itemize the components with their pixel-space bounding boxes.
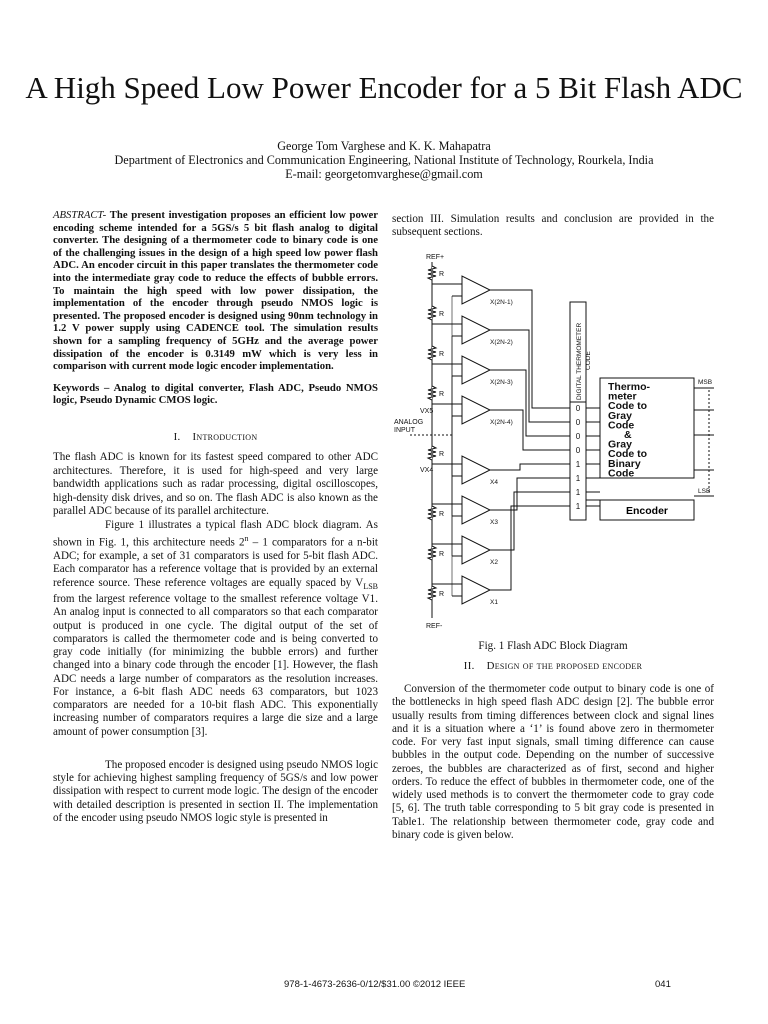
right-column-top — [392, 213, 714, 240]
intro-paragraph-3: The proposed encoder is designed using pseudo NMOS logic style for achieving highest sampling frequency of 5GS/s and low power dissipation with respect to current mode logic. The design of the encoder with detailed description is presented in section II. The implementation of the encoder using pseudo NMOS logic style is presented in — [53, 758, 378, 824]
page-number: 041 — [655, 979, 671, 990]
intro-paragraph-2 — [53, 519, 378, 739]
resistor-label: R — [439, 591, 445, 598]
converter-block-line: Gray — [608, 409, 632, 422]
abstract-text: The present investigation proposes an efficient low power encoding scheme intended for a 5GS/s 5 bit flash analog to digital converter. The designing of a thermometer code to binary code is one of the challenging issues in the design of a high speed low power flash ADC. An encoder circuit in this paper translates the thermometer code into the intermediate gray code to reduce the effects of bubble errors. To maintain the high speed with low power dissipation, the implementation of the encoder through pseudo NMOS logic is presented. The proposed encoder is designed using 90nm technology in 1.2 V power supply using CADENCE tool. The simulation results shown for a sampling frequency of 5GHz and the average power dissipation of the encoder is 0.3149 mW which is very less in comparison with current mode logic encoder implementation. — [53, 209, 378, 373]
figure-caption: Fig. 1 Flash ADC Block Diagram — [478, 640, 628, 652]
comparator — [462, 316, 490, 344]
resistor — [428, 546, 436, 560]
resistor-label: R — [439, 451, 445, 458]
comparator-label: X(2N-3) — [490, 379, 513, 386]
comparator-label: X2 — [490, 559, 498, 566]
converter-block-line: Code to — [608, 400, 648, 413]
converter-block-line: Thermo- — [608, 381, 650, 393]
resistor — [428, 586, 436, 600]
keywords: Keywords – Analog to digital converter, Flash ADC, Pseudo NMOS logic, Pseudo Dynamic CMOS logic. — [53, 381, 378, 407]
analog-input-label-1: ANALOG — [394, 419, 424, 426]
comparator-label: X(2N-2) — [490, 339, 513, 346]
converter-block-line: & — [624, 429, 632, 441]
comparator-group — [432, 276, 570, 606]
code-bit: 1 — [575, 502, 581, 511]
resistor — [428, 506, 436, 520]
comparator-label: X3 — [490, 519, 498, 526]
resistor — [428, 306, 436, 320]
analog-input-label-2: INPUT — [394, 427, 415, 434]
resistor-label: R — [439, 551, 445, 558]
copyright-line: 978-1-4673-2636-0/12/$31.00 ©2012 IEEE — [284, 979, 466, 990]
resistor-label: R — [439, 511, 445, 518]
section-2-paragraph-1: Conversion of the thermometer code output to binary code is one of the bottlenecks in high speed flash ADC design [2]. The bubble error usually results from timing differences between clock and signal lines and it is a situation where a ‘1’ is found above zero in thermometer code. For very fast input signals, small timing difference can cause bubbles in the output code. Depending on the number of successive zeroes, the bubbles are characterized as of first, second and higher orders. To reduce the effect of bubbles in thermometer code, one of the widely used methods is to convert the thermometer code to gray code [5, 6]. The truth table corresponding to 5 bit gray code is presented in Table1. The relationship between thermometer code, gray code and binary code is given below. — [392, 683, 714, 841]
converter-block-line: Gray — [608, 438, 632, 451]
section-2-body — [392, 683, 714, 842]
comparator — [462, 276, 490, 304]
resistor — [428, 446, 436, 460]
resistor-group — [428, 266, 444, 600]
resistor-label: R — [439, 351, 445, 358]
code-bit: 1 — [575, 460, 581, 469]
thermometer-label-2: CODE — [585, 351, 592, 370]
encoder-label: Encoder — [625, 505, 669, 517]
comparator-output-wire — [490, 506, 570, 590]
resistor — [428, 266, 436, 280]
comparator — [462, 496, 490, 524]
comparator — [462, 356, 490, 384]
authors: George Tom Varghese and K. K. Mahapatra — [277, 139, 491, 153]
intro-p2-part-c: from the largest reference voltage to the smallest reference voltage V1. An analog input is connected to all comparators so that each comparator output is produced in one cycle. The digital output of the set of comparators is called the thermometer code and is being converted to gray code initially (for minimizing the bubble errors) and further changed into a binary code through the encoder [1]. However, the flash ADC needs a large number of comparators as the resolution increases. For instance, a 6-bit flash ADC needs 63 comparators, but 1023 comparators are needed for a 10-bit flash ADC. This exponentially increasing number of comparators requires a large die size and a large amount of power consumption [3]. — [53, 593, 378, 738]
intro-p2-part-b: – 1 comparators for a n-bit ADC; for example, a set of 31 comparators is used for 5-bit flash ADC. Each comparator has a reference voltage that is provided by an external reference source. These reference voltages are equally spaced by V — [53, 536, 378, 589]
section-2-heading — [392, 659, 714, 673]
comparator — [462, 456, 490, 484]
affiliation: Department of Electronics and Communication Engineering, National Institute of Technology, Rourkela, India — [114, 153, 654, 167]
converter-block-line: Code to — [608, 448, 648, 461]
comparator-output-wire — [490, 410, 570, 450]
section-2-number: II. — [463, 660, 475, 672]
lsb-label: LSB — [698, 488, 711, 495]
intro-p2-superscript: n — [244, 534, 249, 544]
resistor-label: R — [439, 271, 445, 278]
converter-block-line: meter — [608, 390, 637, 403]
intro-paragraph-1: The flash ADC is known for its fastest speed compared to other ADC architectures. Therefore, it is used for high-speed and very large bandwidth applications such as radar processing, digital oscilloscopes, high-density disk drives, and so on. The flash ADC is also known as the parallel ADC because of its parallel architecture. — [53, 450, 378, 518]
vx5-label: VX5 — [420, 408, 434, 415]
converter-block-line: Code — [608, 419, 635, 432]
comparator-output-wire — [490, 478, 570, 510]
comparator-output-wire — [490, 492, 570, 550]
code-bit: 0 — [575, 418, 581, 427]
ref-plus-label: REF+ — [426, 254, 445, 261]
comparator-label: X1 — [490, 599, 498, 606]
section-1-title: Introduction — [192, 430, 258, 443]
code-bits — [576, 404, 600, 511]
comparator — [462, 536, 490, 564]
converter-block-line: Binary — [608, 457, 641, 470]
left-column — [53, 209, 378, 825]
intro-p2-subscript: LSB — [363, 581, 378, 591]
abstract-lead: ABSTRACT- — [53, 209, 107, 221]
comparator — [462, 396, 490, 424]
code-bit: 1 — [575, 488, 581, 497]
resistor-label: R — [439, 391, 445, 398]
continuation-text: section III. Simulation results and conclusion are provided in the subsequent sections. — [392, 213, 714, 239]
resistor-label: R — [439, 311, 445, 318]
abstract — [53, 209, 378, 373]
converter-block-text — [608, 381, 651, 479]
comparator-label: X(2N-1) — [490, 299, 513, 306]
section-1-heading — [53, 430, 378, 444]
resistor — [428, 386, 436, 400]
comparator-label: X(2N-4) — [490, 419, 513, 426]
code-bit: 1 — [575, 474, 581, 483]
paper-title: A High Speed Low Power Encoder for a 5 Bit Flash ADC — [25, 70, 743, 105]
vx4-label: VX4 — [420, 467, 434, 474]
comparator-label: X4 — [490, 479, 498, 486]
comparator — [462, 576, 490, 604]
converter-block-line: Code — [608, 467, 635, 480]
code-bit: 0 — [575, 432, 581, 441]
email: E-mail: georgetomvarghese@gmail.com — [285, 167, 483, 181]
ref-minus-label: REF- — [426, 623, 443, 630]
intro-p2-part-a: Figure 1 illustrates a typical flash ADC block diagram. As shown in Fig. 1, this architecture needs 2 — [53, 518, 378, 549]
resistor — [428, 346, 436, 360]
flash-adc-block-diagram — [392, 250, 720, 630]
code-bit: 0 — [575, 404, 581, 413]
thermometer-label-1: DIGITAL THERMOMETER — [576, 322, 583, 400]
code-bit: 0 — [575, 446, 581, 455]
section-1-number: I. — [173, 430, 181, 443]
comparator-output-wire — [490, 464, 570, 470]
comparator-output-wire — [490, 290, 570, 408]
msb-label: MSB — [698, 379, 713, 386]
section-2-title: Design of the proposed encoder — [486, 660, 643, 672]
